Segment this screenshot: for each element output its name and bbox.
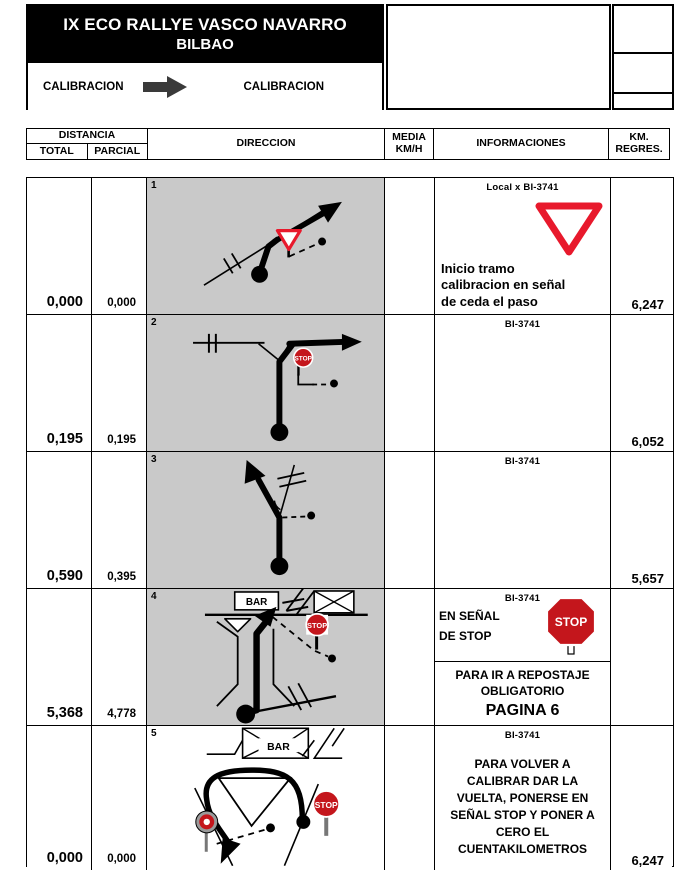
info-text-line: VUELTA, PONERSE EN [456,791,589,806]
arrow-head [245,460,266,484]
table-row [27,178,673,315]
yield-sign-icon [533,200,605,258]
cell-km-regres [611,589,672,725]
cell-parcial [92,178,147,314]
step-number: 2 [151,317,157,328]
table-row [27,726,673,870]
header-blank-panel [386,4,611,110]
cell-km-regres [611,178,672,314]
cell-total [27,178,92,314]
cell-parcial [92,315,147,451]
header-block [26,4,674,110]
cell-direccion [147,726,385,870]
info-road-label: BI-3741 [504,730,541,741]
step-number: 1 [151,180,157,191]
title-bar [28,6,382,61]
info-text-line: DE STOP [439,629,492,644]
info-text-line: CERO EL [495,825,550,840]
step-number: 4 [151,591,157,602]
cell-km-regres [611,726,672,870]
column-header-km-regres [608,128,670,160]
distance-total: 0,000 [46,294,83,310]
info-text-line: PARA VOLVER A [474,757,571,771]
column-header-media [384,128,434,160]
info-road-label: BI-3741 [504,456,541,467]
info-text-block [435,756,610,858]
info-text-line: SEÑAL STOP Y PONER A [450,808,595,823]
distance-parcial: 0,195 [107,434,136,446]
info-text-line: CALIBRAR DAR LA [466,774,579,789]
column-header-informaciones: INFORMACIONES [433,128,610,160]
cell-media [385,589,435,725]
roadbook-diagram-5 [147,726,384,870]
crossed-box-icon [314,591,354,613]
info-page-reference: PAGINA 6 [485,702,560,720]
alt-road-dot [307,512,315,520]
km-regres-value: 6,247 [631,297,664,312]
rally-city: BILBAO [176,35,234,53]
right-arrow-icon [143,76,187,98]
start-dot [270,423,288,441]
stop-sign-icon [543,594,599,658]
alt-road-dot [266,823,275,832]
distance-total: 0,590 [46,568,83,584]
table-column-header [26,128,674,160]
cell-informaciones [435,452,611,588]
bar-label-box [207,728,309,758]
cell-direccion [147,452,385,588]
calibration-label-right: CALIBRACION [243,80,324,93]
step-number: 5 [151,728,157,739]
cell-total [27,589,92,725]
cell-media [385,178,435,314]
bar-label-text: BAR [245,596,268,608]
info-road-label: Local x BI-3741 [486,182,559,193]
roadbook-diagram-3 [147,452,384,588]
distance-total: 0,195 [46,431,83,447]
info-note-line: PARA IR A REPOSTAJE [455,668,590,682]
column-header-distancia [26,128,148,160]
step-number: 3 [151,454,157,465]
alt-road-dot [330,380,338,388]
distance-total: 5,368 [46,705,83,721]
header-stack-cell-1 [614,6,672,54]
info-text-line: CUENTAKILOMETROS [457,842,588,857]
column-header-distancia-label: DISTANCIA [27,129,147,144]
column-header-media-line2: KM/H [395,143,423,155]
cell-direccion [147,589,385,725]
km-regres-value: 5,657 [631,571,664,586]
svg-text:STOP: STOP [307,621,328,631]
table-row [27,589,673,726]
info-divider [435,661,610,662]
distance-parcial: 4,778 [107,708,136,720]
roadbook-diagram-4 [147,589,384,725]
distance-total: 0,000 [46,850,83,866]
info-text-line: de ceda el paso [441,293,538,309]
start-dot [251,266,268,283]
start-dot [236,705,255,724]
cell-parcial [92,726,147,870]
info-road-label: BI-3741 [504,593,541,604]
start-dot [270,557,288,575]
cell-total [27,452,92,588]
info-text-line: EN SEÑAL [439,609,500,623]
cell-media [385,315,435,451]
cell-parcial [92,452,147,588]
header-stack-panel [612,4,674,110]
table-row [27,315,673,452]
header-stack-cell-2 [614,54,672,94]
cell-media [385,452,435,588]
cell-informaciones [435,178,611,314]
column-header-media-line1: MEDIA [392,131,426,144]
distance-parcial: 0,000 [107,297,136,309]
title-panel [26,4,384,110]
bar-label-box [235,592,279,610]
roadbook-table [26,177,674,867]
cell-total [27,315,92,451]
stop-sign-icon [306,614,328,650]
info-text-block [439,606,500,647]
svg-text:STOP: STOP [554,615,588,629]
info-note-line: OBLIGATORIO [480,684,565,699]
info-text-line: Inicio tramo [441,260,515,276]
svg-text:STOP: STOP [294,355,312,363]
cell-informaciones [435,589,611,725]
info-note-block [435,667,610,722]
svg-text:STOP: STOP [314,799,338,810]
cell-informaciones [435,726,611,870]
column-header-km-line1: KM. [629,131,649,144]
cell-direccion [147,315,385,451]
column-header-parcial: PARCIAL [94,144,141,157]
alt-road-dot [318,238,326,246]
route-end-dot [296,815,310,829]
rally-title: IX ECO RALLYE VASCO NAVARRO [63,15,347,35]
info-text-block [441,261,565,310]
column-header-km-line2: REGRES. [615,143,663,155]
header-stack-cell-3 [614,94,672,108]
table-row [27,452,673,589]
column-header-direccion: DIRECCION [147,128,386,160]
cell-km-regres [611,315,672,451]
distance-parcial: 0,395 [107,571,136,583]
distance-parcial: 0,000 [107,853,136,865]
yield-sign-icon [277,231,300,258]
cell-km-regres [611,452,672,588]
calibration-label-left: CALIBRACION [43,80,124,93]
cell-total [27,726,92,870]
info-road-label: BI-3741 [504,319,541,330]
info-text-line: calibracion en señal [441,277,566,293]
cell-parcial [92,589,147,725]
cell-media [385,726,435,870]
roadbook-diagram-2 [147,315,384,451]
stop-sign-icon [313,791,339,836]
cell-direccion [147,178,385,314]
km-regres-value: 6,052 [631,434,664,449]
alt-road-dot [328,655,336,663]
calibration-bar [28,61,382,110]
roadbook-diagram-1 [147,178,384,314]
cell-informaciones [435,315,611,451]
arrow-head [342,334,362,351]
stop-sign-icon [294,348,313,375]
km-regres-value: 6,247 [631,853,664,868]
bar-label-text: BAR [267,742,290,754]
column-header-total: TOTAL [27,144,88,159]
roundabout-sign-icon [196,811,218,852]
